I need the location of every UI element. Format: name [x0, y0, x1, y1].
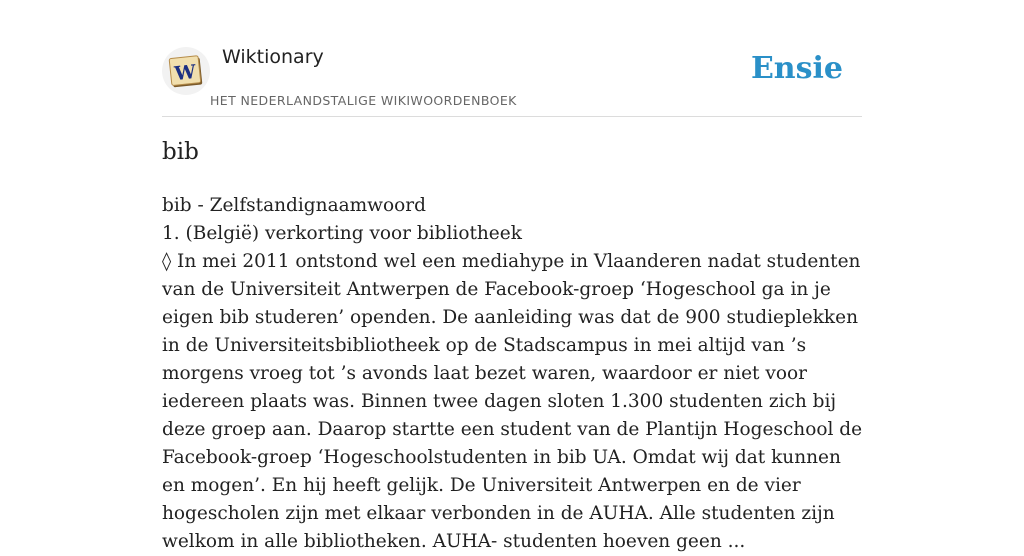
ensie-brand-logo[interactable]: Ensie — [750, 51, 843, 86]
site-header — [162, 0, 862, 117]
part-of-speech-line: bib - Zelfstandignaamwoord — [162, 195, 426, 216]
wiktionary-logo[interactable] — [162, 47, 210, 95]
example-paragraph: ◊ In mei 2011 ontstond wel een mediahype in Vlaanderen nadat studenten van de Universiteit Antwerpen de Facebook-groep ‘Hogeschool ga in je eigen bib studeren’ openden. De aanleiding was dat de 900 studieplekken in de Universiteitsbibliotheek op de Stadscampus in mei altijd van ’s morgens vroeg tot ’s avonds laat bezet waren, waardoor er niet voor iedereen plaats was. Binnen twee dagen sloten 1.300 studenten zich bij deze groep aan. Daarop startte een student van de Plantijn Hogeschool de Facebook-groep ‘Hogeschoolstudenten in bib UA. Omdat wij dat kunnen en mogen’. En hij heeft gelijk. De Universiteit Antwerpen en de vier hogescholen zijn met elkaar verbonden in de AUHA. Alle studenten zijn welkom in alle bibliotheken. AUHA- studenten hoeven geen ... — [162, 251, 863, 552]
site-subtitle: HET NEDERLANDSTALIGE WIKIWOORDENBOEK — [210, 93, 517, 108]
entry-content — [162, 192, 867, 556]
wiktionary-tile-icon — [162, 47, 210, 95]
page-title: bib — [162, 139, 199, 165]
logo-letter: W — [173, 61, 197, 86]
definition-line: 1. (België) verkorting voor bibliotheek — [162, 223, 522, 244]
site-name[interactable]: Wiktionary — [222, 46, 324, 68]
